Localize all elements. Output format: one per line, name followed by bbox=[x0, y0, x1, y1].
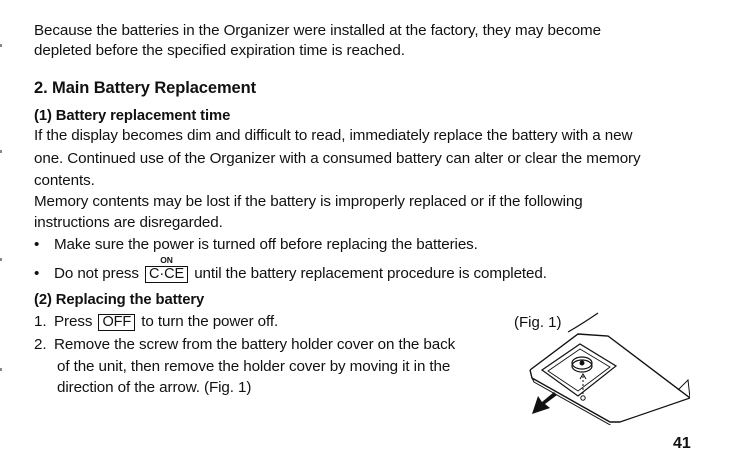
sub1-paragraph-2-line-1: Memory contents may be lost if the battery is improperly replaced or if the following bbox=[34, 193, 583, 210]
section-heading: 2. Main Battery Replacement bbox=[34, 79, 256, 97]
step-1-text-before: Press bbox=[54, 313, 93, 330]
sub1-paragraph-1-line-1: If the display becomes dim and difficult to read, immediately replace the battery with a new bbox=[34, 127, 633, 144]
page-number: 41 bbox=[673, 435, 691, 452]
sub1-paragraph-1-line-3: contents. bbox=[34, 172, 95, 189]
battery-cover-illustration-icon bbox=[520, 310, 690, 425]
bullet-item-2 bbox=[34, 255, 547, 284]
sub1-paragraph-2-line-2: instructions are disregarded. bbox=[34, 214, 223, 231]
bullet-item-1 bbox=[34, 235, 478, 255]
step-1-text-after: to turn the power off. bbox=[141, 313, 279, 330]
bullet-2-text-after: until the battery replacement procedure is completed. bbox=[194, 265, 547, 282]
step-1-number: 1. bbox=[34, 313, 47, 330]
step-2-line-3: direction of the arrow. (Fig. 1) bbox=[57, 379, 252, 396]
scan-margin-mark bbox=[0, 150, 2, 153]
step-2-line-1 bbox=[34, 335, 455, 355]
bullet-1-text: Make sure the power is turned off before replacing the batteries. bbox=[54, 236, 478, 253]
c-ce-key-label: C·CE bbox=[149, 266, 185, 282]
bullet-2-text-before: Do not press bbox=[54, 265, 139, 282]
step-1 bbox=[34, 312, 278, 332]
step-2-number: 2. bbox=[34, 336, 47, 353]
subsection-2-heading: (2) Replacing the battery bbox=[34, 292, 205, 308]
intro-line-2: depleted before the specified expiration time is reached. bbox=[34, 42, 405, 59]
scan-margin-mark bbox=[0, 258, 2, 261]
c-ce-key bbox=[145, 255, 188, 283]
sub1-paragraph-1-line-2: one. Continued use of the Organizer with a consumed battery can alter or clear the memory bbox=[34, 150, 641, 167]
subsection-1-heading: (1) Battery replacement time bbox=[34, 108, 231, 124]
bullet-mark: • bbox=[34, 236, 40, 253]
step-2-line-2: of the unit, then remove the holder cover by moving it in the bbox=[57, 358, 451, 375]
off-key: OFF bbox=[98, 314, 135, 331]
key-on-label: ON bbox=[160, 255, 173, 265]
scan-margin-mark bbox=[0, 368, 2, 371]
intro-line-1: Because the batteries in the Organizer were installed at the factory, they may become bbox=[34, 22, 601, 39]
scan-margin-mark bbox=[0, 44, 2, 47]
figure-label: (Fig. 1) bbox=[514, 314, 562, 331]
step-2-text-line-1: Remove the screw from the battery holder cover on the back bbox=[54, 336, 456, 353]
bullet-mark: • bbox=[34, 265, 40, 282]
